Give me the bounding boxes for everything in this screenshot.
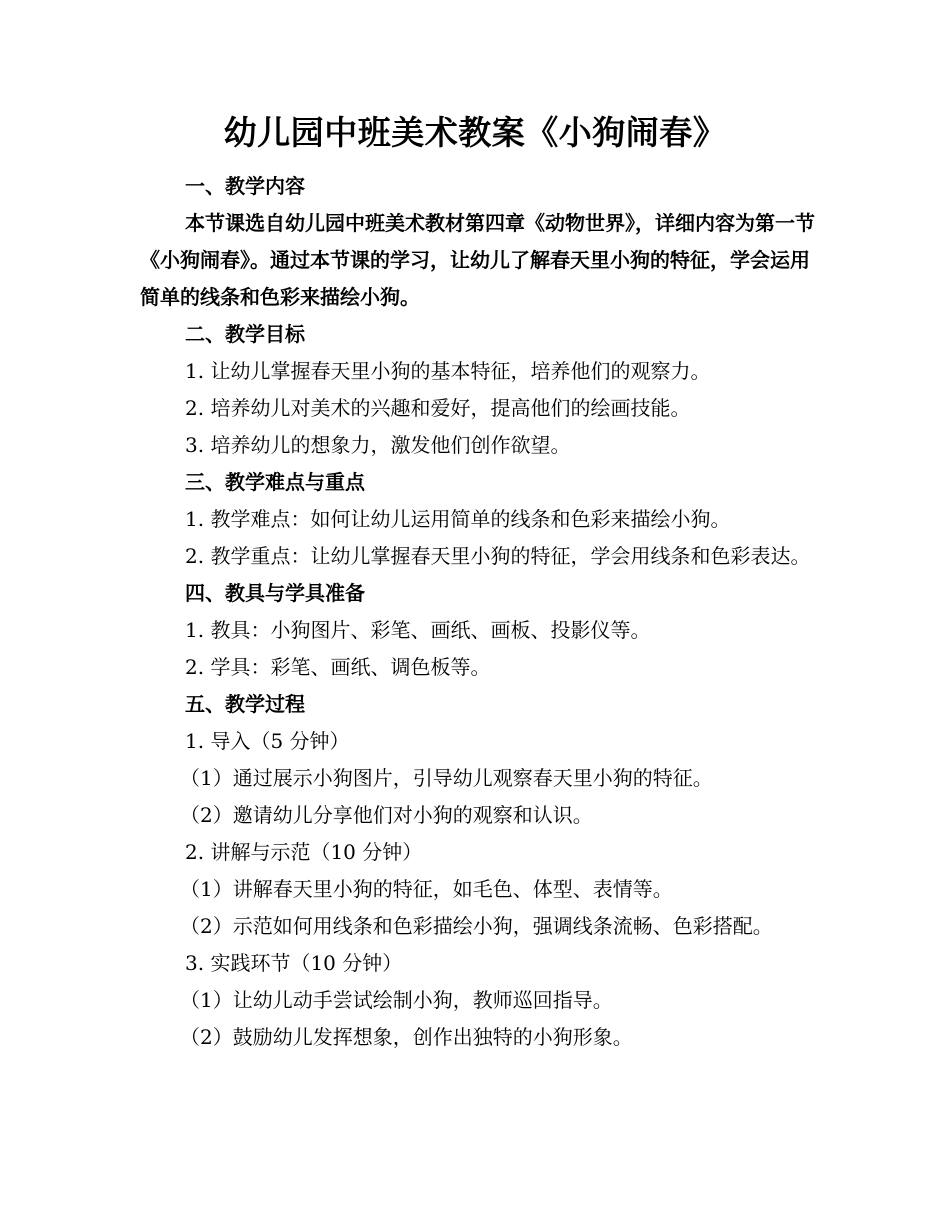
step-sub-item: （2）示范如何用线条和色彩描绘小狗，强调线条流畅、色彩搭配。 [180, 914, 773, 938]
section-paragraph-1: 本节课选自幼儿园中班美术教材第四章《动物世界》，详细内容为第一节《小狗闹春》。通过本节课的学习，让幼儿了解春天里小狗的特征，学会运用简单的线条和色彩来描绘小狗。 [140, 211, 815, 309]
step-label: 1. 导入（5 分钟） [185, 729, 350, 753]
step-sub-item: （2）邀请幼儿分享他们对小狗的观察和认识。 [180, 803, 593, 827]
step-sub-item: （2）鼓励幼儿发挥想象，创作出独特的小狗形象。 [180, 1025, 633, 1049]
section-heading-5: 五、教学过程 [185, 692, 305, 716]
list-item: 1. 教具：小狗图片、彩笔、画纸、画板、投影仪等。 [185, 618, 651, 642]
step-sub-item: （1）让幼儿动手尝试绘制小狗，教师巡回指导。 [180, 988, 613, 1012]
step-sub-item: （1）讲解春天里小狗的特征，如毛色、体型、表情等。 [180, 877, 673, 901]
section-heading-4: 四、教具与学具准备 [185, 581, 365, 605]
step-label: 2. 讲解与示范（10 分钟） [185, 840, 423, 864]
section-heading-2: 二、教学目标 [185, 322, 305, 346]
document-title: 幼儿园中班美术教案《小狗闹春》 [223, 113, 727, 152]
list-item: 2. 培养幼儿对美术的兴趣和爱好，提高他们的绘画技能。 [185, 396, 691, 420]
list-item: 1. 教学难点：如何让幼儿运用简单的线条和色彩来描绘小狗。 [185, 507, 731, 531]
document-body [140, 168, 820, 1056]
list-item: 2. 教学重点：让幼儿掌握春天里小狗的特征，学会用线条和色彩表达。 [185, 544, 811, 568]
step-label: 3. 实践环节（10 分钟） [185, 951, 403, 975]
section-heading-3: 三、教学难点与重点 [185, 470, 365, 494]
section-heading-1: 一、教学内容 [185, 174, 305, 198]
step-sub-item: （1）通过展示小狗图片，引导幼儿观察春天里小狗的特征。 [180, 766, 713, 790]
list-item: 2. 学具：彩笔、画纸、调色板等。 [185, 655, 491, 679]
list-item: 3. 培养幼儿的想象力，激发他们创作欲望。 [185, 433, 571, 457]
list-item: 1. 让幼儿掌握春天里小狗的基本特征，培养他们的观察力。 [185, 359, 711, 383]
